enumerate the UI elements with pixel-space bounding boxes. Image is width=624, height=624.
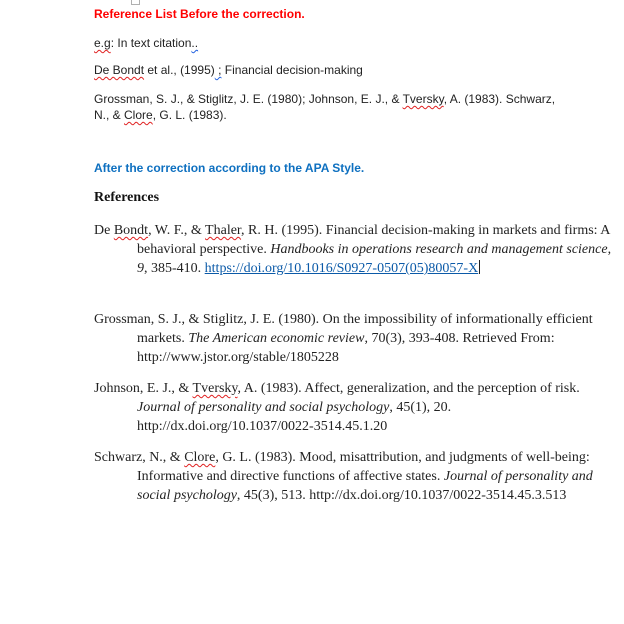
after-heading: After the correction according to the APA Style. <box>94 161 365 175</box>
reference-debondt <box>94 221 612 278</box>
text-caret <box>479 260 480 274</box>
r1-a2: , W. F., & <box>148 223 206 238</box>
before-citation-2 <box>94 91 564 123</box>
r1-bondt: Bondt <box>113 223 149 238</box>
r1-a5: , 385-410. <box>144 261 205 276</box>
before-citation-1 <box>94 63 363 77</box>
s1-rest: Financial decision-making <box>221 63 363 77</box>
reference-johnson <box>94 379 612 436</box>
r1-a1: De <box>94 223 114 238</box>
s2-tversky: Tversky <box>402 92 444 106</box>
r1-a4: , <box>607 242 612 257</box>
before-heading: Reference List Before the correction. <box>94 7 305 21</box>
eg-trail: .. <box>191 36 199 50</box>
eg-rest: : In text citation <box>110 36 192 50</box>
r3-a3: , 45(1), 20. http://dx.doi.org/10.1037/0022-3514.45.1.20 <box>137 400 452 434</box>
s1-mark: ; <box>214 63 222 77</box>
r3-tversky: Tversky <box>192 381 238 396</box>
r4-a1: Schwarz, N., & <box>94 450 185 465</box>
eg-prefix: e.g <box>94 36 111 50</box>
s2-clore: Clore <box>124 108 153 122</box>
paragraph-mark-icon <box>131 0 140 5</box>
s2-part-a: Grossman, S. J., & Stiglitz, J. E. (1980); Johnson, E. J., & <box>94 92 403 106</box>
r4-journal: Journal of personality and social psychology <box>137 469 593 503</box>
r1-volume: 9 <box>137 261 144 276</box>
r3-journal: Journal of personality and social psychology <box>137 400 390 415</box>
reference-grossman <box>94 310 612 367</box>
r4-clore: Clore <box>184 450 216 465</box>
s2-part-c: , G. L. (1983). <box>152 108 227 122</box>
s1-mid: et al., (1995) <box>144 63 215 77</box>
r3-a2: , A. (1983). Affect, generalization, and the perception of risk. <box>237 381 580 396</box>
r4-a2: , G. L. (1983). Mood, misattribution, and judgments of well-being: Informative and directive functions of affective states. <box>137 450 590 484</box>
r1-thaler: Thaler <box>205 223 242 238</box>
r4-a3: , 45(3), 513. http://dx.doi.org/10.1037/0022-3514.45.3.513 <box>236 488 567 503</box>
s2-part-b: , A. (1983). Schwarz, N., & <box>94 92 556 122</box>
r1-journal: Handbooks in operations research and management science <box>270 242 608 257</box>
r2-a2: , 70(3), 393-408. Retrieved From: http://www.jstor.org/stable/1805228 <box>137 331 555 365</box>
reference-schwarz <box>94 448 612 505</box>
r2-a1: Grossman, S. J., & Stiglitz, J. E. (1980). On the impossibility of informationally efficient markets. <box>94 312 593 346</box>
r3-a1: Johnson, E. J., & <box>94 381 193 396</box>
r1-a3: , R. H. (1995). Financial decision-making in markets and firms: A behavioral perspective. <box>137 223 610 257</box>
r2-journal: The American economic review <box>188 331 365 346</box>
example-line <box>94 36 198 50</box>
s1-author: De Bondt <box>94 63 145 77</box>
doi-link[interactable]: https://doi.org/10.1016/S0927-0507(05)80057-X <box>204 261 479 276</box>
references-title: References <box>94 190 160 205</box>
